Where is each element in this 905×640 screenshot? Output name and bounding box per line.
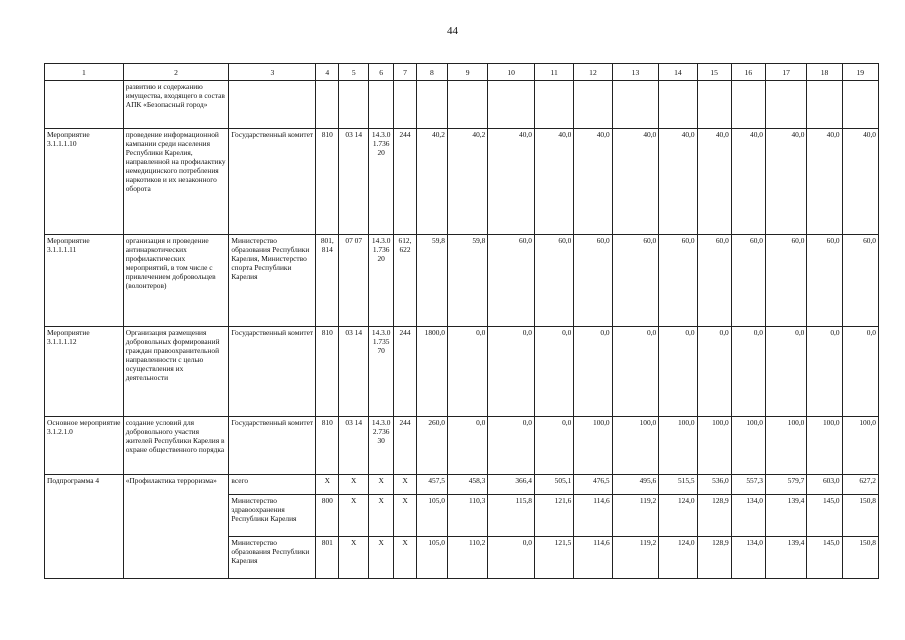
table-cell: 40,0 <box>731 129 765 235</box>
table-cell: 60,0 <box>612 235 659 327</box>
table-cell <box>659 81 697 129</box>
table-cell: 59,8 <box>416 235 447 327</box>
row-label: Мероприятие 3.1.1.1.10 <box>45 129 124 235</box>
table-cell: X <box>339 495 369 537</box>
table-cell: 0,0 <box>447 417 487 475</box>
table-cell: 14.3.01.73570 <box>369 327 394 417</box>
table-cell: 0,0 <box>488 327 535 417</box>
table-cell: 557,3 <box>731 475 765 495</box>
table-cell <box>765 81 806 129</box>
table-cell: 810 <box>316 129 339 235</box>
column-header: 16 <box>731 64 765 81</box>
table-cell: 100,0 <box>574 417 612 475</box>
table-row <box>45 475 879 495</box>
table-cell: 40,2 <box>416 129 447 235</box>
table-cell: 03 14 <box>339 417 369 475</box>
table-cell <box>612 81 659 129</box>
row-label: Основное мероприятие 3.1.2.1.0 <box>45 417 124 475</box>
table-cell: 0,0 <box>534 417 573 475</box>
column-header: 10 <box>488 64 535 81</box>
table-cell: 40,0 <box>534 129 573 235</box>
table-cell: 40,0 <box>842 129 878 235</box>
table-cell <box>369 81 394 129</box>
column-header: 12 <box>574 64 612 81</box>
table-cell: 515,5 <box>659 475 697 495</box>
table-cell: X <box>369 495 394 537</box>
row-description: проведение информационной кампании среди населения Республики Карелия, направленной на профилактику немедицинского потребления наркотиков и их незаконного оборота <box>123 129 229 235</box>
column-header: 18 <box>807 64 842 81</box>
table-cell: X <box>394 475 417 495</box>
responsible-executor: Министерство образования Республики Карелия <box>229 537 316 579</box>
table-cell: 60,0 <box>697 235 731 327</box>
table-cell: 14.3.02.73630 <box>369 417 394 475</box>
table-cell: 458,3 <box>447 475 487 495</box>
table-row <box>45 417 879 475</box>
row-description: организация и проведение антинаркотических профилактических мероприятий, в том числе с привлечением добровольцев (волонтеров) <box>123 235 229 327</box>
subprogram-name: «Профилактика терроризма» <box>123 475 229 579</box>
table-cell: 0,0 <box>574 327 612 417</box>
table-cell: 03 14 <box>339 327 369 417</box>
table-cell: 40,0 <box>488 129 535 235</box>
table-cell: 110,2 <box>447 537 487 579</box>
table-cell: 536,0 <box>697 475 731 495</box>
responsible-executor: всего <box>229 475 316 495</box>
table-cell: 119,2 <box>612 495 659 537</box>
table-cell: 60,0 <box>765 235 806 327</box>
table-cell <box>394 81 417 129</box>
table-cell: 505,1 <box>534 475 573 495</box>
table-cell: 40,0 <box>574 129 612 235</box>
table-cell: 150,8 <box>842 495 878 537</box>
table-cell: 139,4 <box>765 537 806 579</box>
table-cell <box>807 81 842 129</box>
table-cell: 14.3.01.73620 <box>369 129 394 235</box>
table-cell: 60,0 <box>534 235 573 327</box>
responsible-executor: Государственный комитет <box>229 417 316 475</box>
table-cell: 100,0 <box>807 417 842 475</box>
table-cell: 59,8 <box>447 235 487 327</box>
table-cell: 1800,0 <box>416 327 447 417</box>
table-cell: 603,0 <box>807 475 842 495</box>
table-cell: 60,0 <box>842 235 878 327</box>
column-header: 13 <box>612 64 659 81</box>
row-label <box>45 81 124 129</box>
column-number-row <box>45 64 879 81</box>
table-cell: X <box>369 537 394 579</box>
table-row <box>45 327 879 417</box>
column-header: 9 <box>447 64 487 81</box>
table-cell: 0,0 <box>612 327 659 417</box>
table-cell: 244 <box>394 327 417 417</box>
table-cell: 244 <box>394 417 417 475</box>
table-cell <box>534 81 573 129</box>
table-cell: 800 <box>316 495 339 537</box>
table-cell: 150,8 <box>842 537 878 579</box>
table-cell: 124,0 <box>659 537 697 579</box>
table-cell: 0,0 <box>697 327 731 417</box>
table-cell: 134,0 <box>731 537 765 579</box>
column-header: 6 <box>369 64 394 81</box>
responsible-executor: Министерство здравоохранения Республики Карелия <box>229 495 316 537</box>
table-cell: 60,0 <box>659 235 697 327</box>
table-cell: 40,0 <box>659 129 697 235</box>
column-header: 15 <box>697 64 731 81</box>
table-cell: 100,0 <box>731 417 765 475</box>
table-cell: 0,0 <box>488 417 535 475</box>
table-cell: 60,0 <box>574 235 612 327</box>
table-cell: 114,6 <box>574 537 612 579</box>
table-cell: 244 <box>394 129 417 235</box>
table-cell: 100,0 <box>697 417 731 475</box>
row-label: Мероприятие 3.1.1.1.11 <box>45 235 124 327</box>
table-cell: 0,0 <box>731 327 765 417</box>
table-cell: 114,6 <box>574 495 612 537</box>
page-number: 44 <box>447 25 458 37</box>
table-cell: 0,0 <box>842 327 878 417</box>
column-header: 8 <box>416 64 447 81</box>
column-header: 4 <box>316 64 339 81</box>
column-header: 2 <box>123 64 229 81</box>
row-description: Организация размещения добровольных формирований граждан правоохранительной направленности с целью осуществления их деятельности <box>123 327 229 417</box>
column-header: 14 <box>659 64 697 81</box>
table-cell: 0,0 <box>488 537 535 579</box>
subprogram-label: Подпрограмма 4 <box>45 475 124 579</box>
table-cell <box>339 81 369 129</box>
table-cell <box>842 81 878 129</box>
table-cell: 40,0 <box>807 129 842 235</box>
table-cell: 60,0 <box>488 235 535 327</box>
table-cell: 0,0 <box>659 327 697 417</box>
table-cell: 495,6 <box>612 475 659 495</box>
table-cell: 260,0 <box>416 417 447 475</box>
table-cell: 145,0 <box>807 537 842 579</box>
responsible-executor: Государственный комитет <box>229 327 316 417</box>
table-cell <box>416 81 447 129</box>
table-cell <box>697 81 731 129</box>
table-cell: 40,0 <box>612 129 659 235</box>
column-header: 3 <box>229 64 316 81</box>
table-cell: 810 <box>316 417 339 475</box>
table-cell: 801 <box>316 537 339 579</box>
table-cell: 128,9 <box>697 495 731 537</box>
table-cell: 105,0 <box>416 495 447 537</box>
table-cell: 40,2 <box>447 129 487 235</box>
table-cell: X <box>339 475 369 495</box>
table-cell: 60,0 <box>731 235 765 327</box>
column-header: 5 <box>339 64 369 81</box>
table-cell: 139,4 <box>765 495 806 537</box>
table-cell: 124,0 <box>659 495 697 537</box>
table-cell: 03 14 <box>339 129 369 235</box>
table-cell: 366,4 <box>488 475 535 495</box>
table-cell: 476,5 <box>574 475 612 495</box>
table-cell: 457,5 <box>416 475 447 495</box>
table-cell: 40,0 <box>765 129 806 235</box>
table-cell: X <box>394 537 417 579</box>
table-cell: 627,2 <box>842 475 878 495</box>
table-cell: 100,0 <box>659 417 697 475</box>
responsible-executor <box>229 81 316 129</box>
table-cell <box>447 81 487 129</box>
table-cell: X <box>316 475 339 495</box>
budget-table <box>44 63 879 579</box>
responsible-executor: Государственный комитет <box>229 129 316 235</box>
row-label: Мероприятие 3.1.1.1.12 <box>45 327 124 417</box>
column-header: 11 <box>534 64 573 81</box>
table-cell: 121,6 <box>534 495 573 537</box>
table-cell: 115,8 <box>488 495 535 537</box>
column-header: 1 <box>45 64 124 81</box>
table-cell: X <box>339 537 369 579</box>
table-cell: 128,9 <box>697 537 731 579</box>
table-cell: X <box>369 475 394 495</box>
table-cell <box>316 81 339 129</box>
table-cell: 579,7 <box>765 475 806 495</box>
table-cell: X <box>394 495 417 537</box>
table-cell: 612, 622 <box>394 235 417 327</box>
table-cell <box>574 81 612 129</box>
table-cell: 0,0 <box>447 327 487 417</box>
table-cell: 07 07 <box>339 235 369 327</box>
column-header: 17 <box>765 64 806 81</box>
table-cell: 145,0 <box>807 495 842 537</box>
table-cell: 0,0 <box>807 327 842 417</box>
table-cell: 105,0 <box>416 537 447 579</box>
column-header: 7 <box>394 64 417 81</box>
table-cell: 40,0 <box>697 129 731 235</box>
table-cell <box>488 81 535 129</box>
table-cell: 121,5 <box>534 537 573 579</box>
row-description: развитию и содержанию имущества, входящего в состав АПК «Безопасный город» <box>123 81 229 129</box>
table-cell: 100,0 <box>612 417 659 475</box>
table-cell: 100,0 <box>765 417 806 475</box>
table-cell: 110,3 <box>447 495 487 537</box>
table-cell: 134,0 <box>731 495 765 537</box>
table-cell: 60,0 <box>807 235 842 327</box>
table-cell: 14.3.01.73620 <box>369 235 394 327</box>
table-cell: 0,0 <box>765 327 806 417</box>
table-cell: 119,2 <box>612 537 659 579</box>
table-cell: 100,0 <box>842 417 878 475</box>
table-row <box>45 81 879 129</box>
table-cell: 0,0 <box>534 327 573 417</box>
table-row <box>45 129 879 235</box>
table-cell: 801, 814 <box>316 235 339 327</box>
row-description: создание условий для добровольного участия жителей Республики Карелия в охране общественного порядка <box>123 417 229 475</box>
responsible-executor: Министерство образования Республики Карелия, Министерство спорта Республики Карелия <box>229 235 316 327</box>
table-row <box>45 235 879 327</box>
table-cell: 810 <box>316 327 339 417</box>
column-header: 19 <box>842 64 878 81</box>
table-cell <box>731 81 765 129</box>
